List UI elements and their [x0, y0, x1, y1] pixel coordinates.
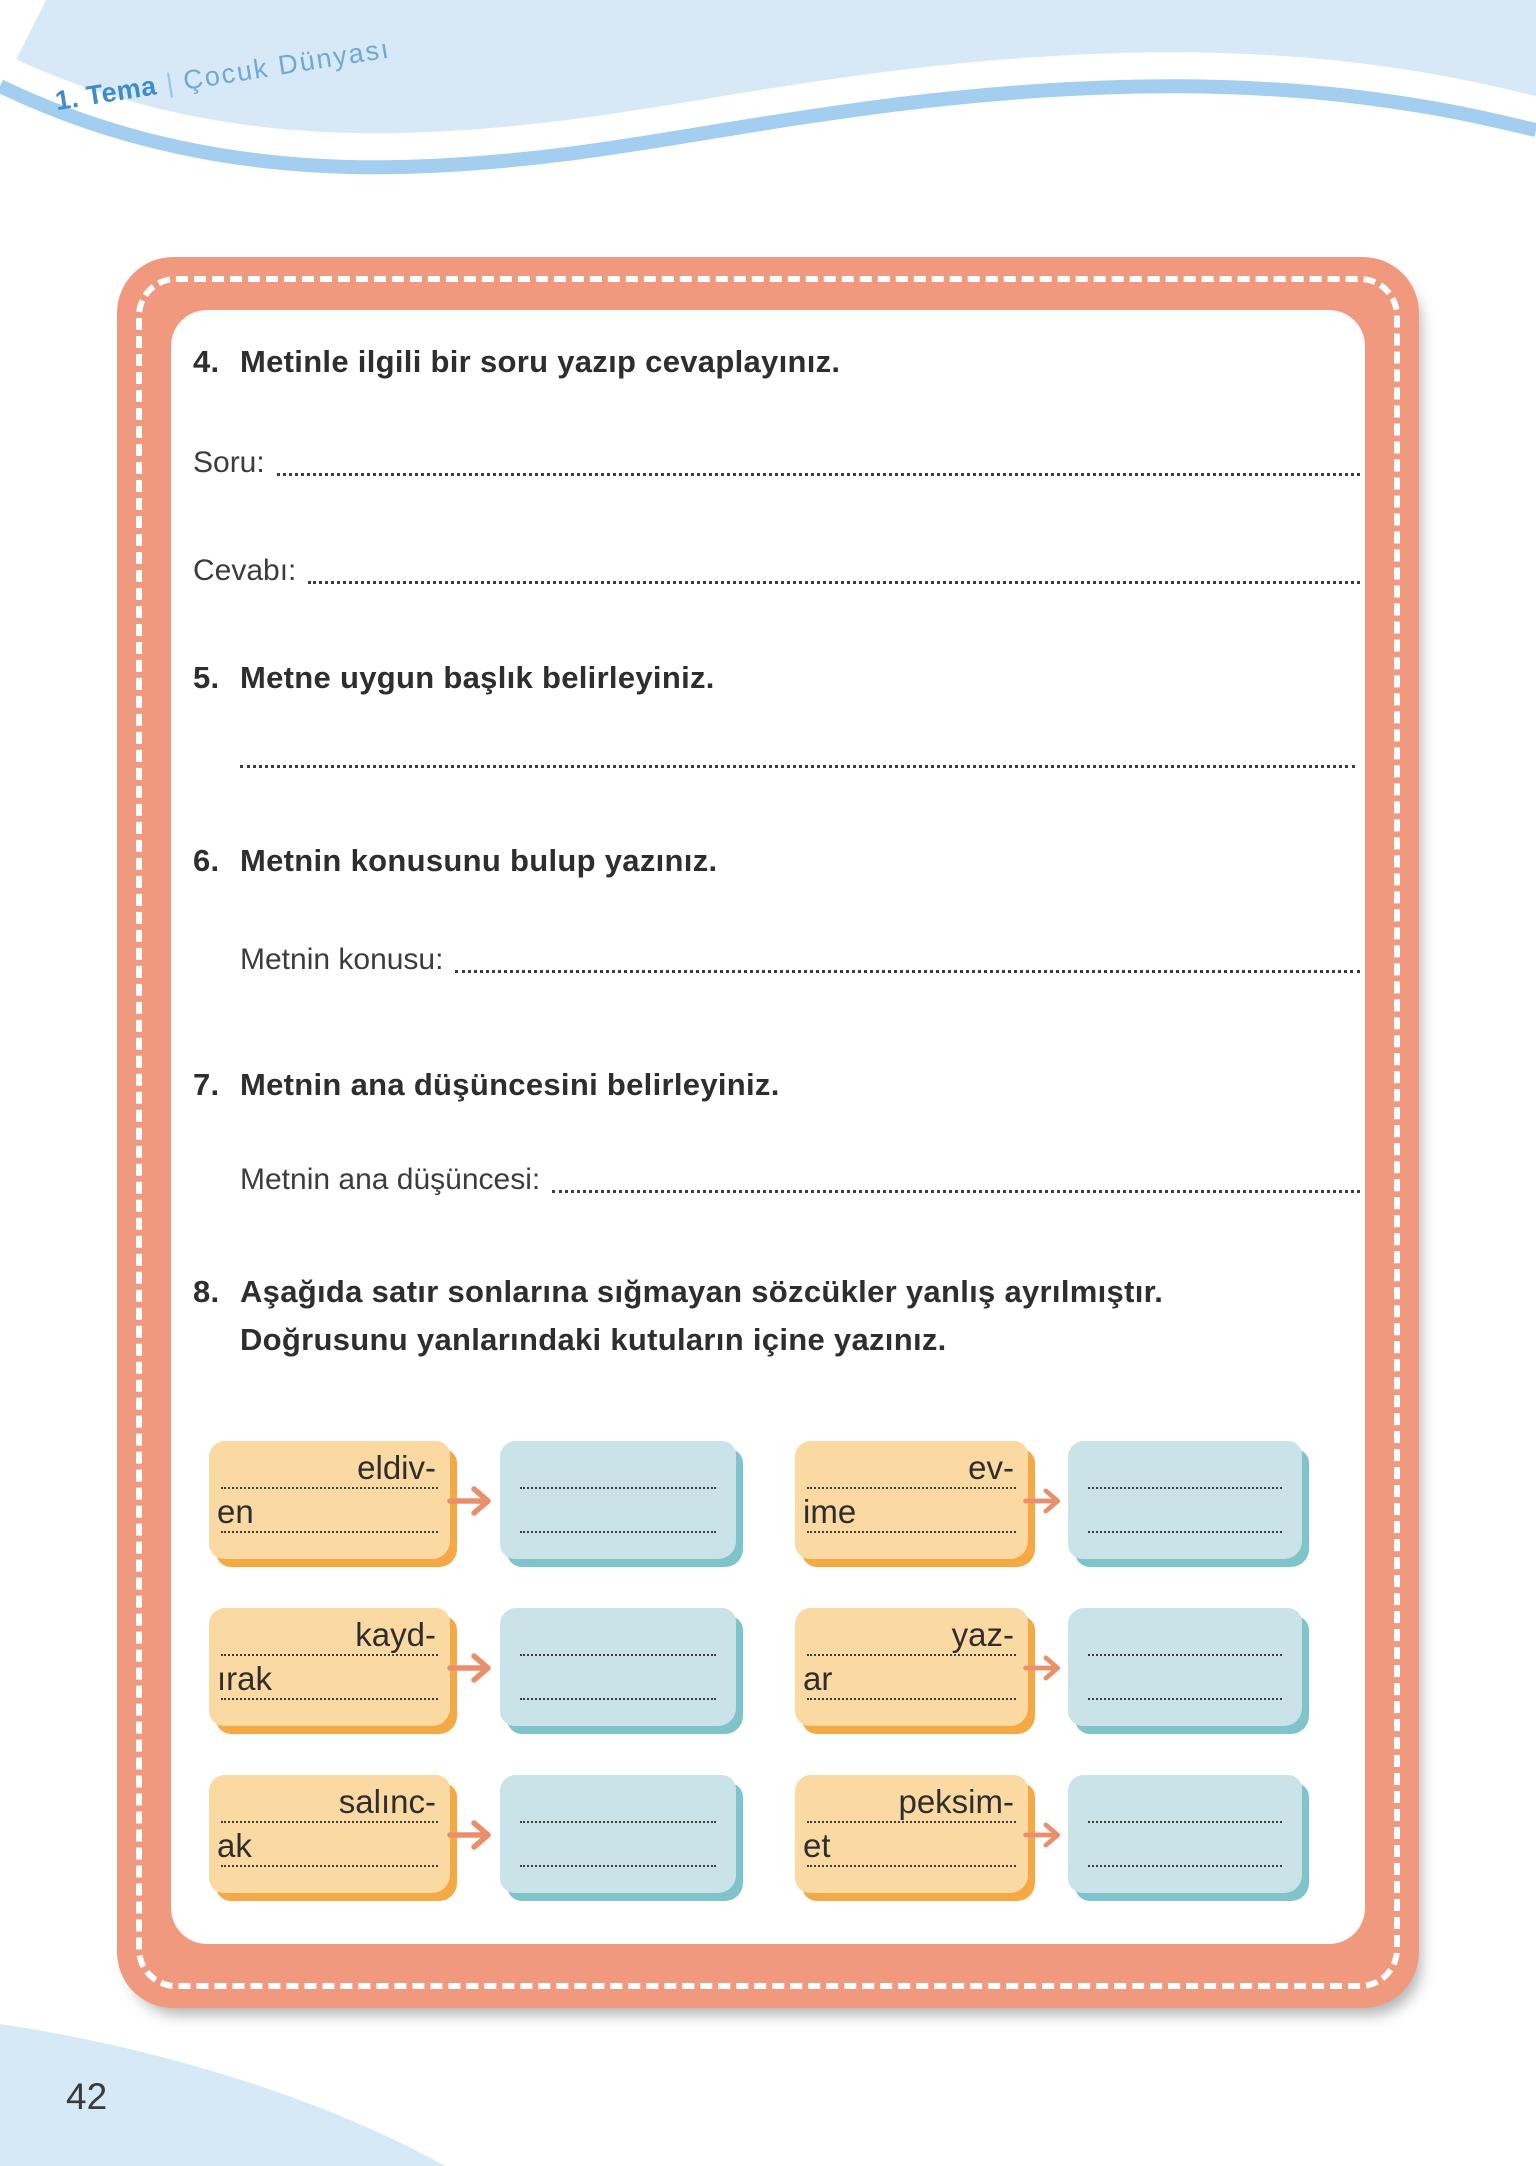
cevap-label: Cevabı:: [193, 554, 297, 587]
answer-line[interactable]: [1088, 1698, 1282, 1700]
answer-line[interactable]: [1088, 1531, 1282, 1533]
dusunce-answer-line[interactable]: [552, 1190, 1360, 1193]
word-part2: ar: [803, 1660, 833, 1697]
right-arrow-icon: [1023, 1650, 1067, 1686]
answer-line[interactable]: [1088, 1487, 1282, 1489]
answer-box[interactable]: [1068, 1775, 1302, 1893]
word-line: [221, 1865, 438, 1867]
question-6-text: Metnin konusunu bulup yazınız.: [240, 843, 718, 878]
dusunce-label: Metnin ana düşüncesi:: [240, 1163, 541, 1196]
answer-line[interactable]: [520, 1865, 716, 1867]
answer-line[interactable]: [520, 1531, 716, 1533]
question-4-soru-row: [193, 436, 1360, 482]
word-part2: ırak: [217, 1660, 273, 1697]
right-arrow-icon: [447, 1817, 499, 1853]
soru-label: Soru:: [193, 446, 265, 479]
answer-line[interactable]: [520, 1698, 716, 1700]
question-6-number: 6.: [193, 843, 220, 878]
answer-line[interactable]: [520, 1654, 716, 1656]
word-line: [807, 1531, 1016, 1533]
right-arrow-icon: [1023, 1817, 1067, 1853]
answer-line[interactable]: [1088, 1821, 1282, 1823]
word-part1: salınc-: [338, 1783, 436, 1820]
word-line: [807, 1698, 1016, 1700]
question-6-heading: [193, 839, 1373, 883]
soru-answer-line[interactable]: [277, 473, 1360, 476]
question-8-line2: Doğrusunu yanlarındaki kutuların içine yazınız.: [240, 1322, 947, 1357]
cevap-answer-line[interactable]: [308, 581, 1360, 584]
tema-label: 1. Tema: [53, 70, 159, 117]
right-arrow-icon: [1023, 1483, 1067, 1519]
word-part2: ime: [803, 1493, 857, 1530]
word-line: [807, 1865, 1016, 1867]
answer-line[interactable]: [1088, 1865, 1282, 1867]
word-part1: peksim-: [898, 1783, 1014, 1820]
word-line: [221, 1531, 438, 1533]
hyphen-word-box: [795, 1608, 1028, 1726]
worksheet-panel: [117, 257, 1419, 2008]
word-line: [221, 1821, 438, 1823]
word-part1: kayd-: [355, 1616, 436, 1653]
word-line: [221, 1698, 438, 1700]
answer-box[interactable]: [500, 1608, 736, 1726]
question-5-answer-line[interactable]: [240, 765, 1355, 768]
question-7-answer-row: [240, 1153, 1360, 1199]
question-4-number: 4.: [193, 344, 220, 379]
question-4-heading: [193, 340, 1373, 384]
question-8-text: [240, 1268, 1163, 1364]
word-part1: yaz-: [951, 1616, 1014, 1653]
question-6-answer-row: [240, 933, 1360, 979]
question-7-number: 7.: [193, 1067, 220, 1102]
word-line: [221, 1654, 438, 1656]
word-part2: et: [803, 1827, 831, 1864]
hyphen-word-box: [209, 1608, 450, 1726]
question-5-heading: [193, 656, 1373, 700]
theme-title: Çocuk Dünyası: [181, 33, 393, 96]
word-line: [807, 1654, 1016, 1656]
page-number: 42: [66, 2076, 108, 2117]
answer-box[interactable]: [500, 1775, 736, 1893]
question-5-number: 5.: [193, 660, 220, 695]
konu-label: Metnin konusu:: [240, 943, 444, 976]
question-8-heading: [193, 1268, 1383, 1364]
word-line: [807, 1487, 1016, 1489]
konu-answer-line[interactable]: [455, 970, 1360, 973]
hyphen-word-box: [209, 1441, 450, 1559]
hyphen-word-box: [795, 1775, 1028, 1893]
question-7-heading: [193, 1063, 1373, 1107]
word-line: [221, 1487, 438, 1489]
word-part2: en: [217, 1493, 254, 1530]
question-8-line1: Aşağıda satır sonlarına sığmayan sözcükler yanlış ayrılmıştır.: [240, 1274, 1164, 1309]
question-7-text: Metnin ana düşüncesini belirleyiniz.: [240, 1067, 780, 1102]
answer-line[interactable]: [520, 1487, 716, 1489]
answer-line[interactable]: [1088, 1654, 1282, 1656]
right-arrow-icon: [447, 1483, 499, 1519]
answer-box[interactable]: [500, 1441, 736, 1559]
question-5-text: Metne uygun başlık belirleyiniz.: [240, 660, 715, 695]
question-8-number: 8.: [193, 1274, 220, 1309]
answer-box[interactable]: [1068, 1608, 1302, 1726]
hyphen-word-box: [795, 1441, 1028, 1559]
answer-line[interactable]: [520, 1821, 716, 1823]
hyphen-word-box: [209, 1775, 450, 1893]
theme-separator: |: [163, 67, 176, 99]
word-part1: eldiv-: [357, 1449, 436, 1486]
word-line: [807, 1821, 1016, 1823]
right-arrow-icon: [447, 1650, 499, 1686]
question-4-text: Metinle ilgili bir soru yazıp cevaplayınız.: [240, 344, 841, 379]
header-wave-graphic: [0, 0, 1536, 240]
word-part2: ak: [217, 1827, 252, 1864]
question-4-cevap-row: [193, 544, 1360, 590]
word-part1: ev-: [968, 1449, 1014, 1486]
answer-box[interactable]: [1068, 1441, 1302, 1559]
